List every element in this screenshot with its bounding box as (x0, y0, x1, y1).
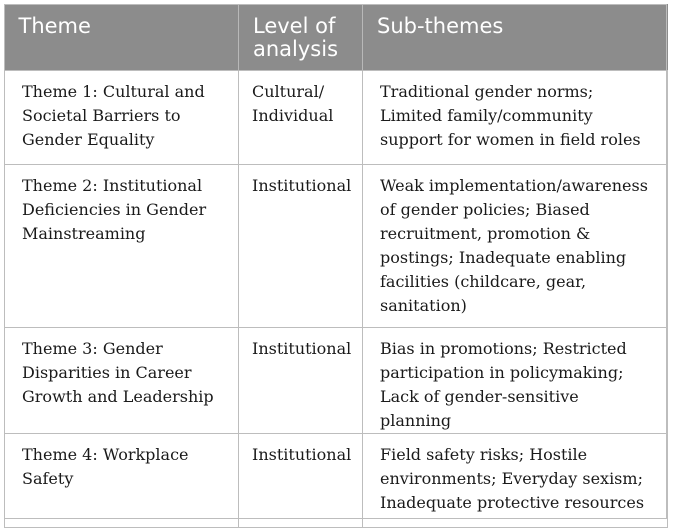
header-theme: Theme (5, 4, 239, 71)
level-cell: Institutional (239, 328, 363, 434)
table-row (5, 328, 668, 434)
table-row (5, 434, 668, 528)
subthemes-cell: Field safety risks; Hostile environments; Everyday sexism; Inadequate protective resources (363, 434, 668, 528)
theme-cell: Theme 3: Gender Disparities in Career Growth and Leadership (5, 328, 239, 434)
table-row (5, 165, 668, 328)
table-header-row (5, 4, 668, 71)
table-row (5, 71, 668, 165)
level-cell: Cultural/ Individual (239, 71, 363, 165)
subthemes-cell: Traditional gender norms; Limited family/community support for women in field roles (363, 71, 668, 165)
subthemes-cell: Weak implementation/awareness of gender policies; Biased recruitment, promotion & postings; Inadequate enabling facilities (childcare, gear, sanitation) (363, 165, 668, 328)
level-cell: Institutional (239, 165, 363, 328)
header-sub-themes: Sub-themes (363, 4, 668, 71)
subthemes-cell: Bias in promotions; Restricted participation in policymaking; Lack of gender-sensitive planning (363, 328, 668, 434)
level-cell: Institutional (239, 434, 363, 528)
theme-cell: Theme 1: Cultural and Societal Barriers to Gender Equality (5, 71, 239, 165)
theme-cell: Theme 2: Institutional Deficiencies in Gender Mainstreaming (5, 165, 239, 328)
header-level-of-analysis: Level of analysis (239, 4, 363, 71)
themes-table (4, 4, 668, 528)
theme-cell: Theme 4: Workplace Safety (5, 434, 239, 528)
